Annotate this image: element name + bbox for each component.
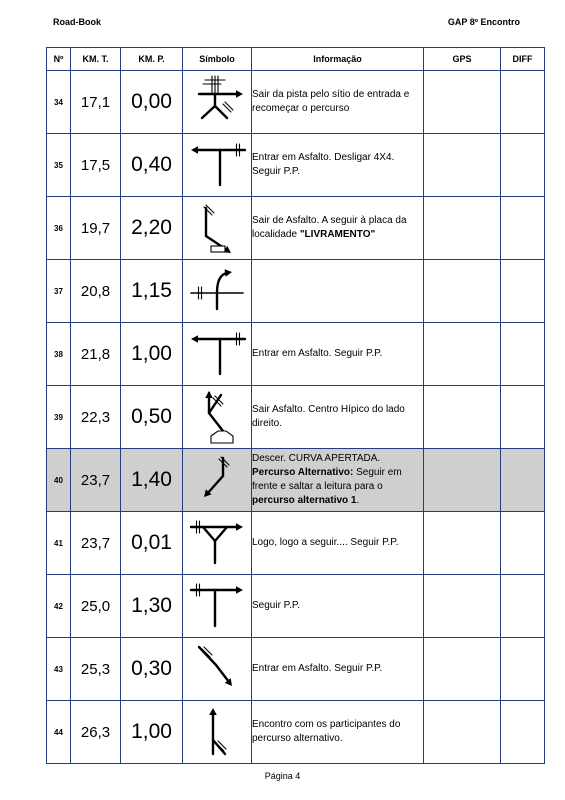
info-text: .	[356, 495, 360, 506]
km-total: 26,3	[71, 701, 121, 764]
gps-cell	[424, 386, 501, 449]
table-row	[47, 71, 545, 134]
info-cell	[252, 197, 424, 260]
diff-cell	[501, 449, 545, 512]
row-number: 40	[47, 449, 71, 512]
info-cell	[252, 386, 424, 449]
roadbook-table	[46, 47, 545, 764]
symbol-cell	[183, 134, 252, 197]
km-total: 23,7	[71, 512, 121, 575]
t-junction-left-icon	[185, 324, 249, 384]
info-text: Sair Asfalto. Centro Hípico do lado direito.	[252, 404, 405, 429]
symbol-cell	[183, 71, 252, 134]
km-total: 19,7	[71, 197, 121, 260]
km-total: 20,8	[71, 260, 121, 323]
info-cell	[252, 134, 424, 197]
info-cell	[252, 575, 424, 638]
km-partial: 2,20	[121, 197, 183, 260]
km-partial: 1,15	[121, 260, 183, 323]
table-row	[47, 701, 545, 764]
row-number: 42	[47, 575, 71, 638]
info-emphasis: Percurso Alternativo:	[252, 467, 354, 478]
table-row	[47, 260, 545, 323]
symbol-cell	[183, 638, 252, 701]
gps-cell	[424, 323, 501, 386]
gps-cell	[424, 512, 501, 575]
y-junction-right-icon	[185, 513, 249, 573]
col-header-gps: GPS	[424, 48, 501, 71]
table-row	[47, 134, 545, 197]
diff-cell	[501, 638, 545, 701]
row-number: 37	[47, 260, 71, 323]
table-row	[47, 575, 545, 638]
info-text: Sair da pista pelo sítio de entrada e recomeçar o percurso	[252, 89, 410, 114]
row-number: 44	[47, 701, 71, 764]
symbol-cell	[183, 197, 252, 260]
diff-cell	[501, 260, 545, 323]
gps-cell	[424, 449, 501, 512]
info-cell	[252, 260, 424, 323]
info-text: Seguir P.P.	[252, 600, 301, 611]
km-partial: 1,00	[121, 701, 183, 764]
info-cell	[252, 71, 424, 134]
header-title: Road-Book	[53, 17, 101, 27]
info-text: Entrar em Asfalto. Desligar 4X4. Seguir P.P.	[252, 152, 395, 177]
info-cell	[252, 701, 424, 764]
symbol-cell	[183, 701, 252, 764]
km-partial: 1,30	[121, 575, 183, 638]
gps-cell	[424, 71, 501, 134]
page-number: Página 4	[264, 771, 301, 781]
info-text: Sair de Asfalto. A seguir à placa da localidade	[252, 215, 407, 240]
km-partial: 0,00	[121, 71, 183, 134]
row-number: 36	[47, 197, 71, 260]
diff-cell	[501, 575, 545, 638]
table-row	[47, 197, 545, 260]
diff-cell	[501, 71, 545, 134]
diagonal-right-sign-icon	[185, 198, 249, 258]
info-cell	[252, 449, 424, 512]
km-partial: 0,01	[121, 512, 183, 575]
diff-cell	[501, 197, 545, 260]
table-row	[47, 512, 545, 575]
row-number: 35	[47, 134, 71, 197]
symbol-cell	[183, 260, 252, 323]
gps-cell	[424, 134, 501, 197]
km-partial: 0,40	[121, 134, 183, 197]
col-header-symbol: Símbolo	[183, 48, 252, 71]
symbol-cell	[183, 449, 252, 512]
diff-cell	[501, 134, 545, 197]
symbol-cell	[183, 386, 252, 449]
info-text: Entrar em Asfalto. Seguir P.P.	[252, 663, 383, 674]
diff-cell	[501, 701, 545, 764]
info-text: Logo, logo a seguir.... Seguir P.P.	[252, 537, 399, 548]
info-text: Seguir em frente e saltar a leitura para o	[252, 467, 402, 492]
km-partial: 0,30	[121, 638, 183, 701]
row-number: 34	[47, 71, 71, 134]
header-event: GAP 8º Encontro	[447, 17, 520, 27]
km-total: 21,8	[71, 323, 121, 386]
col-header-km-total: KM. T.	[71, 48, 121, 71]
row-number: 43	[47, 638, 71, 701]
t-junction-right-icon	[185, 576, 249, 636]
info-emphasis: "LIVRAMENTO"	[299, 229, 376, 240]
symbol-cell	[183, 575, 252, 638]
diff-cell	[501, 512, 545, 575]
km-partial: 0,50	[121, 386, 183, 449]
info-emphasis: percurso alternativo 1	[252, 495, 357, 506]
row-number: 39	[47, 386, 71, 449]
gps-cell	[424, 260, 501, 323]
col-header-number: Nº	[47, 48, 71, 71]
km-total: 23,7	[71, 449, 121, 512]
col-header-diff: DIFF	[501, 48, 545, 71]
info-text: Encontro com os participantes do percurso alternativo.	[252, 719, 401, 744]
t-junction-left-icon	[185, 135, 249, 195]
diagonal-down-left-icon	[185, 450, 249, 510]
row-number: 38	[47, 323, 71, 386]
km-total: 25,3	[71, 638, 121, 701]
gps-cell	[424, 638, 501, 701]
table-row	[47, 323, 545, 386]
row-number: 41	[47, 512, 71, 575]
symbol-cell	[183, 323, 252, 386]
info-cell	[252, 638, 424, 701]
table-row	[47, 638, 545, 701]
track-exit-crossroad-icon	[185, 72, 249, 132]
col-header-km-partial: KM. P.	[121, 48, 183, 71]
info-text: Entrar em Asfalto. Seguir P.P.	[252, 348, 383, 359]
symbol-cell	[183, 512, 252, 575]
info-cell	[252, 323, 424, 386]
diff-cell	[501, 323, 545, 386]
km-partial: 1,40	[121, 449, 183, 512]
table-row	[47, 449, 545, 512]
km-total: 25,0	[71, 575, 121, 638]
km-total: 22,3	[71, 386, 121, 449]
info-text: Descer. CURVA APERTADA.	[252, 453, 381, 464]
km-partial: 1,00	[121, 323, 183, 386]
table-row	[47, 386, 545, 449]
diagonal-down-right-icon	[185, 639, 249, 699]
km-total: 17,1	[71, 71, 121, 134]
diff-cell	[501, 386, 545, 449]
gps-cell	[424, 197, 501, 260]
straight-up-branch-icon	[185, 702, 249, 762]
fork-left-house-icon	[185, 387, 249, 447]
gps-cell	[424, 701, 501, 764]
info-cell	[252, 512, 424, 575]
km-total: 17,5	[71, 134, 121, 197]
gps-cell	[424, 575, 501, 638]
curve-right-icon	[185, 261, 249, 321]
table-header-row	[47, 48, 545, 71]
col-header-info: Informação	[252, 48, 424, 71]
